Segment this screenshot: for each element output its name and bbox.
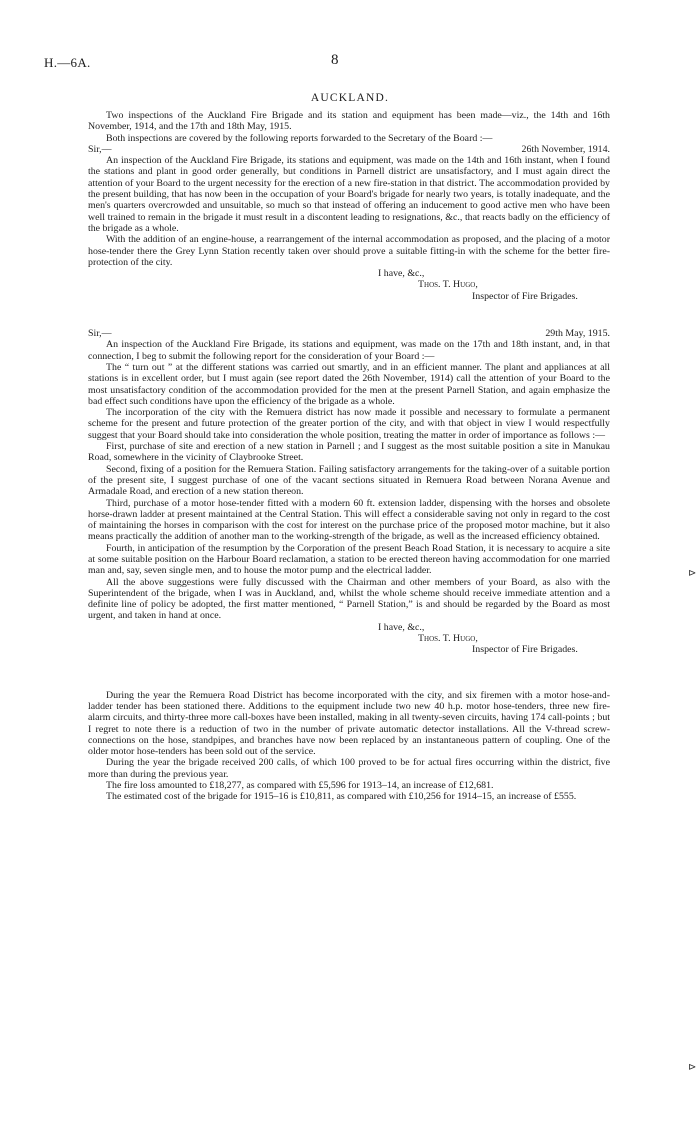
summary-paragraph: The fire loss amounted to £18,277, as compared with £5,596 for 1913–14, an increase of £12,681. — [106, 780, 494, 792]
report2-date: 29th May, 1915. — [545, 328, 610, 340]
report1-paragraph: With the addition of an engine-house, a rearrangement of the internal accommodation as proposed, and the placing of a motor hose-tender there the Grey Lynn Station recently taken over should prove a suitable fitting-in with the scheme for the better fire-protection of the city. — [88, 234, 610, 268]
margin-mark-icon: ⊳ — [688, 568, 697, 579]
intro-paragraph: Two inspections of the Auckland Fire Brigade and its station and equipment has been made—viz., the 14th and 16th November, 1914, and the 17th and 18th May, 1915. — [88, 110, 610, 133]
report2-closing: I have, &c., — [378, 621, 425, 633]
summary-paragraph: The estimated cost of the brigade for 1915–16 is £10,811, as compared with £10,256 for 1914–15, an increase of £555. — [106, 791, 577, 803]
report1-heading — [88, 144, 610, 155]
summary-paragraph: During the year the brigade received 200 calls, of which 100 proved to be for actual fires occurring within the district, five more than during the previous year. — [88, 757, 610, 780]
report2-signatory-title: Inspector of Fire Brigades. — [472, 644, 578, 656]
report2-paragraph: Fourth, in anticipation of the resumption by the Corporation of the present Beach Road Station, it is necessary to acquire a site at some suitable position on the Harbour Board reclamation, a station to be erected thereon having accommodation for one married man and, say, seven single men, and to house the motor pump and the electrical ladder. — [88, 542, 610, 577]
report2-paragraph: An inspection of the Auckland Fire Brigade, its stations and equipment, was made on the 17th and 18th instant, and, in that connection, I beg to submit the following report for the consideration of your Board :— — [88, 339, 610, 362]
report2-paragraph: Third, purchase of a motor hose-tender fitted with a modern 60 ft. extension ladder, dispensing with the horses and obsolete horse-drawn ladder at present maintained at the Central Station. This will effect a considerable saving not only in regard to the cost of maintaining the horses in comparison with the cost for interest on the purchase price of the proposed motor machine, but it also means practically the addition of another man to the working-strength of the brigade, as well as the increased efficiency obtained. — [88, 497, 610, 543]
report2-heading — [88, 328, 610, 339]
page-number: 8 — [331, 52, 339, 68]
document-body — [88, 110, 610, 803]
report1-signature: Thos. T. Hugo, — [418, 279, 478, 291]
report2-paragraph: First, purchase of site and erection of a new station in Parnell ; and I suggest as the most suitable position a site in Manukau Road, somewhere in the vicinity of Claybrooke Street. — [88, 441, 610, 464]
margin-mark-icon: ⊳ — [688, 1062, 697, 1073]
report2-signature: Thos. T. Hugo, — [418, 633, 478, 645]
report2-paragraph: All the above suggestions were fully discussed with the Chairman and other members of your Board, as also with the Superintendent of the brigade, when I was in Auckland, and, whilst the whole scheme should receive immediate attention and a definite line of policy be adopted, the first matter mentioned, “ Parnell Station,” is and should be regarded by the Board as most urgent, and taken in hand at once. — [88, 576, 610, 622]
summary-paragraph: During the year the Remuera Road District has become incorporated with the city, and six firemen with a motor hose-and-ladder tender has been stationed there. Additions to the equipment include two new 40 h.p. motor hose-tenders, three new fire-alarm circuits, and thirty-three more call-boxes have been installed, making in all twenty-seven circuits, having 174 call-points ; but I regret to note there is a reduction of two in the number of private automatic detector installations. All the V-thread screw-connections on the hose, standpipes, and branches have now been replaced by an instantaneous pattern of coupling. One of the older motor hose-tenders has been sold out of the service. — [88, 689, 610, 758]
intro-paragraph: Both inspections are covered by the following reports forwarded to the Secretary of the Board :— — [106, 132, 493, 144]
report1-salutation: Sir,— — [88, 143, 112, 155]
document-reference: H.—6A. — [44, 55, 91, 70]
report2-paragraph: The “ turn out ” at the different stations was carried out smartly, and in an efficient manner. The plant and appliances at all stations is in excellent order, but I must again (see report dated the 26th November, 1914) call the attention of your Board to the most unsatisfactory condition of the accommodation provided for the men at the present Parnell Station, and again emphasize the bad effect such conditions have upon the efficiency of the brigade as a whole. — [88, 361, 610, 407]
report2-salutation: Sir,— — [88, 328, 112, 340]
report2-paragraph: The incorporation of the city with the Remuera district has now made it possible and necessary to formulate a permanent scheme for the present and future protection of the greater portion of the city, and with that object in view I would respectfully suggest that your Board should take into consideration the whole position, treating the matter in order of importance as follows :— — [88, 407, 610, 441]
section-title: AUCKLAND. — [310, 92, 390, 104]
report2-paragraph: Second, fixing of a position for the Remuera Station. Failing satisfactory arrangements for the taking-over of a suitable portion of the present site, I suggest purchase of one of the vacant sections situated in Remuera Road between Norana Avenue and Armadale Road, and erection of a new station thereon. — [88, 463, 610, 498]
report1-date: 26th November, 1914. — [521, 143, 610, 155]
report1-closing: I have, &c., — [378, 268, 425, 280]
report1-paragraph: An inspection of the Auckland Fire Brigade, its stations and equipment, was made on the 14th and 16th instant, when I found the stations and plant in good order generally, but conditions in Parnell district are unsatisfactory, and I must again direct the attention of your Board to the urgent necessity for the erection of a new fire-station in that district. The accommodation provided by the present building, that has now been in the occupation of your Board's brigade for nearly two years, is totally inadequate, and the men's quarters overcrowded and unsuitable, so much so that instead of offering an inducement to good active men who have been well trained to remain in the brigade it must result in a discontent leading to resignations, &c., that reacts badly on the efficiency of the brigade as a whole. — [88, 155, 610, 234]
report1-signatory-title: Inspector of Fire Brigades. — [472, 290, 578, 302]
